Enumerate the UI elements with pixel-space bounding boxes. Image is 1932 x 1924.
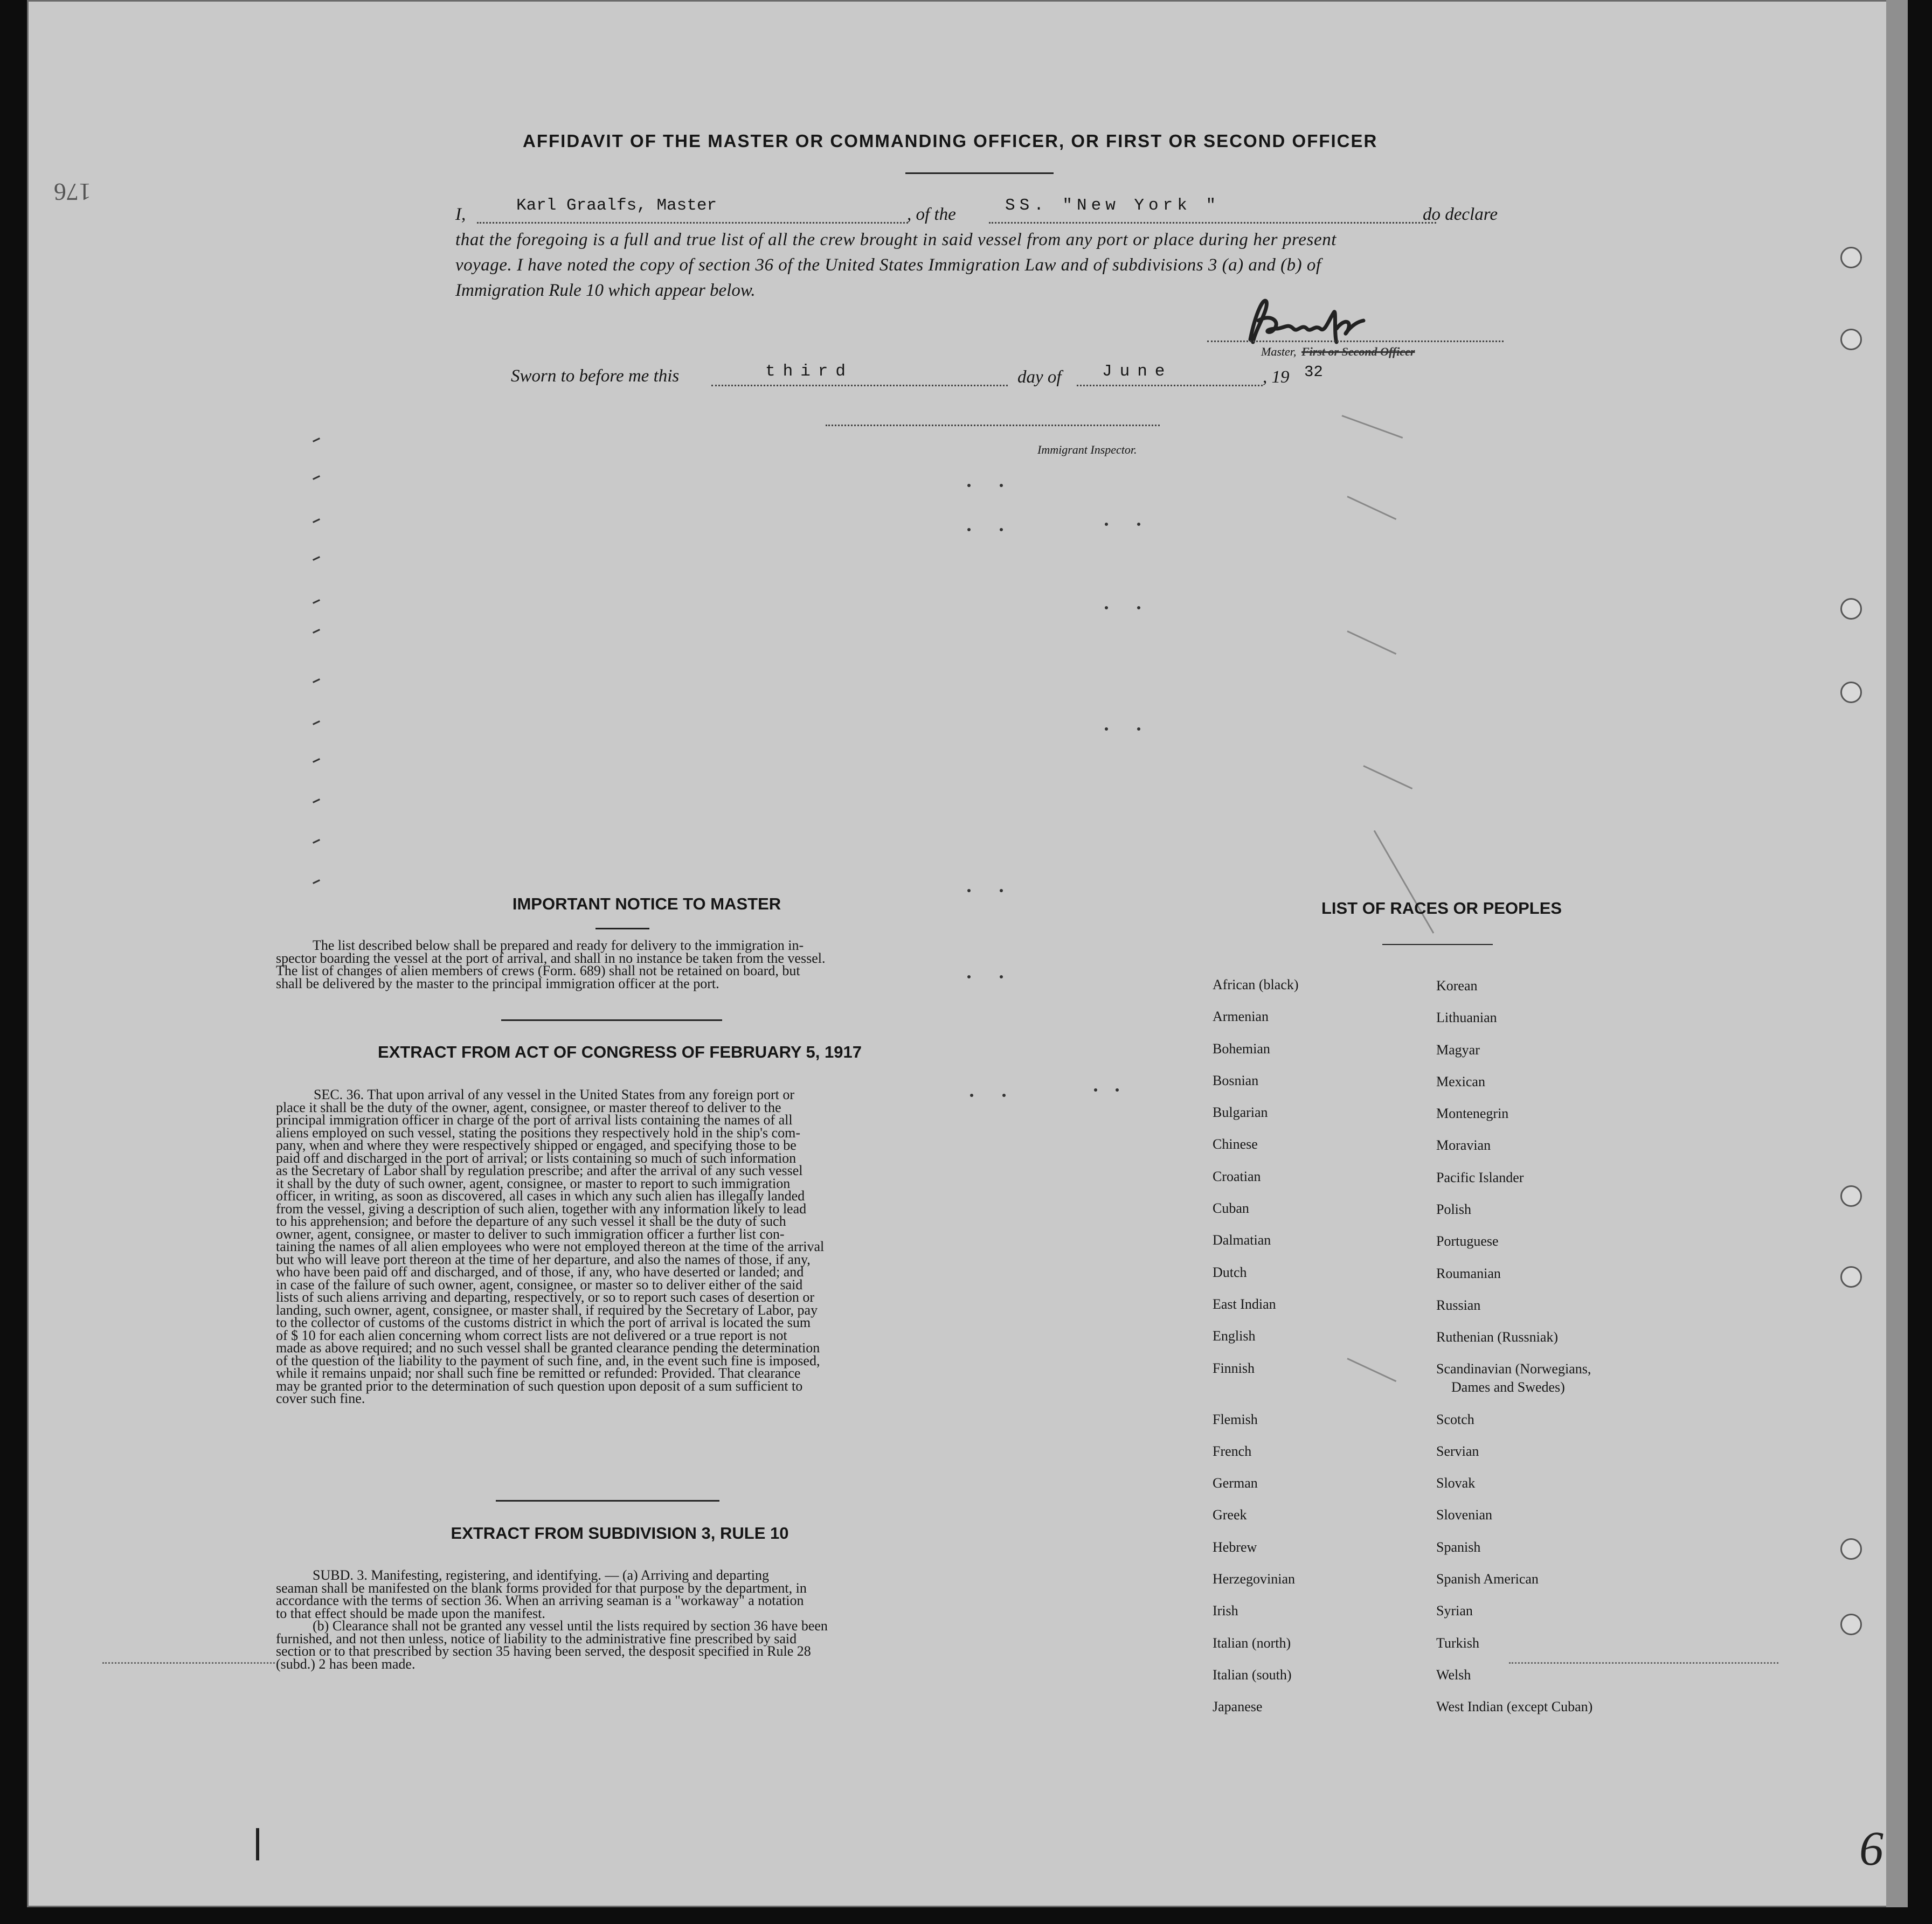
rule-line: section or to that prescribed by section 35 having been served, the desposit specified in Rule 28 [276,1643,811,1659]
act-line: who have been paid off and discharged, and of those, if any, who have deserted or landed; and [276,1264,804,1280]
race-item: Bulgarian [1213,1105,1268,1121]
bleed-dot [1137,523,1140,526]
race-item: Ruthenian (Russniak) [1436,1329,1559,1345]
race-item: German [1213,1475,1258,1491]
race-item: Roumanian [1436,1265,1501,1281]
act-line: cover such fine. [276,1391,365,1406]
notice-line: The list described below shall be prepared and ready for delivery to the immigration in- [313,937,804,953]
race-item: English [1213,1328,1256,1344]
declaration-line-2: voyage. I have noted the copy of section 36 of the United States Immigration Law and of subdivisions 3 (a) and (b) of [455,255,1321,275]
race-item: Italian (south) [1213,1666,1292,1683]
races-rule [1382,944,1493,945]
race-item: Finnish [1213,1360,1255,1376]
act-line: in case of the failure of such owner, agent, consignee, or master so to deliver either of the said [276,1276,803,1293]
page-edge [1886,0,1908,1907]
race-item: Magyar [1436,1041,1480,1058]
bleed-dot [967,975,971,978]
title-rule [905,172,1054,174]
act-line: as the Secretary of Labor shall by regulation prescribe; and after the arrival of any such vessel [276,1163,803,1178]
race-item: Turkish [1436,1635,1479,1651]
race-item: Flemish [1213,1411,1258,1427]
race-item: Spanish American [1436,1571,1539,1587]
affidavit-title: AFFIDAVIT OF THE MASTER OR COMMANDING OFFICER, OR FIRST OR SECOND OFFICER [523,131,1378,151]
race-item: Slovak [1436,1475,1476,1491]
punch-hole [1840,329,1862,350]
bleed-dot [1137,727,1140,731]
year-prefix: , 19 [1263,367,1290,387]
rule-line: SUBD. 3. Manifesting, registering, and identifying. — (a) Arriving and departing [313,1567,770,1583]
rule-line: (subd.) 2 has been made. [276,1656,416,1672]
bleed-dot [1000,528,1003,531]
act-line: lists of such aliens arriving and departing, respectively, or so to report such cases of desertion or [276,1289,815,1305]
bleed-dot [1105,523,1108,526]
notice-divider [501,1019,722,1021]
signature-title: Master, [1261,345,1297,358]
bleed-dot [1105,606,1108,609]
race-item: Dutch [1213,1264,1247,1280]
punch-hole [1840,682,1862,703]
race-item: Syrian [1436,1603,1473,1619]
race-item: Mexican [1436,1073,1485,1089]
act-line: while it remains unpaid; nor shall such fine be remitted or refunded: Provided. That clearance [276,1365,801,1381]
race-item: Italian (north) [1213,1635,1291,1651]
day-of-label: day of [1017,367,1062,387]
race-item: Dalmatian [1213,1232,1271,1248]
race-item: Pacific Islander [1436,1169,1524,1185]
race-item: Russian [1436,1297,1481,1313]
declarant-line [477,222,908,224]
race-item: Servian [1436,1443,1479,1459]
race-item: Montenegrin [1436,1106,1509,1122]
act-line: of the question of the liability to the payment of such fine, and, in the event such fine is imposed, [276,1352,820,1369]
race-item: Welsh [1436,1666,1471,1683]
sworn-day-line [711,385,1008,386]
race-item: Moravian [1436,1137,1491,1154]
race-item: Herzegovinian [1213,1571,1296,1587]
vessel-name: SS. "New York " [1005,196,1221,215]
act-line: landing, such owner, agent, consignee, or master shall, if required by the Secretary of Labor, pay [276,1302,818,1318]
race-item: French [1213,1443,1252,1459]
rule-heading: EXTRACT FROM SUBDIVISION 3, RULE 10 [451,1524,789,1543]
act-line: it shall by the duty of such owner, agent, consignee, or master to report to such immigration [276,1175,791,1191]
act-line: paid off and discharged in the port of arrival; or lists containing so much of such information [276,1150,797,1166]
inspector-label: Immigrant Inspector. [1037,443,1137,456]
act-line: but who will leave port thereon at the time of her departure, and also the names of those, if any, [276,1251,811,1267]
race-item: Bohemian [1213,1040,1270,1057]
notice-line: The list of changes of alien members of crews (Form. 689) shall not be retained on board, but [276,963,800,978]
act-line: pany, when and where they were respectively shipped or engaged, and specifying those to be [276,1137,797,1153]
bleed-streak [256,1828,259,1860]
act-line: principal immigration officer in charge of the port of arrival lists containing the names of all [276,1112,793,1128]
race-item: Lithuanian [1436,1010,1497,1026]
race-item: Scotch [1436,1411,1474,1427]
act-line: place it shall be the duty of the owner, agent, consignee, or master thereof to deliver to the [276,1099,781,1115]
notice-text [276,939,950,990]
notice-heading: IMPORTANT NOTICE TO MASTER [512,894,781,913]
races-left-column [1213,969,1299,1723]
race-item: Croatian [1213,1168,1261,1184]
bleed-dot [970,1094,973,1097]
act-line: owner, agent, consignee, or master to deliver to such immigration officer a further list con- [276,1226,785,1242]
act-line: officer, in writing, as soon as discovered, all cases in which any such alien has illegally landed [276,1188,805,1204]
act-text [276,1088,950,1405]
act-line: SEC. 36. That upon arrival of any vessel in the United States from any foreign port or [314,1087,794,1102]
act-line: made as above required; and no such vessel shall be granted clearance pending the determination [276,1340,820,1356]
race-item: Japanese [1213,1699,1263,1715]
races-heading: LIST OF RACES OR PEOPLES [1321,899,1562,918]
sworn-day: third [765,362,854,381]
page-number-mark: 176 [54,178,91,206]
act-line: may be granted prior to the determination of such question upon deposit of a sum sufficient to [276,1378,803,1394]
bleed-dot [967,484,971,487]
race-item: East Indian [1213,1296,1276,1312]
bleed-dot [1000,975,1003,978]
rule-text [276,1569,950,1670]
corner-number: 6 [1859,1822,1883,1876]
race-item: Spanish [1436,1539,1481,1555]
do-declare-label: do declare [1423,205,1498,224]
race-item: Dames and Swedes) [1451,1379,1565,1395]
notice-line: shall be delivered by the master to the principal immigration officer at the port. [276,975,719,991]
race-item: Irish [1213,1603,1238,1619]
bleed-dot [1105,727,1108,731]
race-item: Scandinavian (Norwegians, [1436,1360,1591,1377]
bleed-dot [1000,484,1003,487]
bleed-dot [967,889,971,892]
bleed-dot [1116,1088,1119,1092]
bleed-dot [1094,1088,1097,1092]
act-line: aliens employed on such vessel, stating the positions they respectively hold in the ship's com- [276,1124,801,1141]
declaration-line-3: Immigration Rule 10 which appear below. [455,281,756,300]
notice-rule [595,928,649,929]
race-item: Hebrew [1213,1539,1257,1555]
race-item: Chinese [1213,1136,1258,1152]
race-item: Cuban [1213,1200,1249,1217]
act-line: taining the names of all alien employees who were not employed thereon at the time of the arrival [276,1239,825,1254]
sworn-label: Sworn to before me this [511,366,680,386]
rule-line: furnished, and not then unless, notice of liability to the administrative fine prescribed by said [276,1630,797,1647]
punch-hole [1840,247,1862,268]
rule-line: to that effect should be made upon the manifest. [276,1605,545,1621]
act-line: of $ 10 for each alien concerning whom correct lists are not delivered or a true report is not [276,1327,787,1343]
race-item: Bosnian [1213,1072,1259,1088]
bleed-dotted-line [102,1662,275,1664]
bleed-dot [967,528,971,531]
signature-struck-title: First or Second Officer [1301,345,1415,358]
signature-line [1207,341,1504,342]
bleed-dot [1137,606,1140,609]
i-label: I, [455,205,466,224]
vessel-line [989,222,1436,224]
rule-line: (b) Clearance shall not be granted any vessel until the lists required by section 36 have been [313,1618,828,1634]
bleed-dot [1002,1094,1006,1097]
rule-line: seaman shall be manifested on the blank forms provided for that purpose by the department, in [276,1580,807,1596]
punch-hole [1840,1614,1862,1635]
punch-hole [1840,1266,1862,1288]
act-line: to his apprehension; and before the departure of any such vessel it shall be the duty of such [276,1213,786,1229]
inspector-line [826,425,1160,426]
sworn-month: June [1102,362,1173,381]
bleed-dot [1000,889,1003,892]
sworn-month-line [1077,385,1263,386]
notice-line: spector boarding the vessel at the port of arrival, and shall in no instance be taken from the vessel. [276,950,826,966]
punch-hole [1840,1538,1862,1560]
act-divider [496,1500,719,1502]
act-line: from the vessel, giving a description of such alien, together with any information likely to lead [276,1200,807,1217]
of-the-label: , of the [907,205,956,224]
act-line: to the collector of customs of the customs district in which the port of arrival is located the sum [276,1315,811,1330]
races-right-column [1436,970,1592,1723]
race-item: Polish [1436,1201,1472,1218]
act-heading: EXTRACT FROM ACT OF CONGRESS OF FEBRUARY 5, 1917 [378,1043,862,1061]
punch-hole [1840,1185,1862,1207]
race-item: African (black) [1213,977,1299,992]
race-item: Armenian [1213,1009,1269,1025]
race-item: Slovenian [1436,1507,1492,1523]
bleed-dotted-line [1509,1662,1778,1664]
race-item: West Indian (except Cuban) [1436,1699,1593,1715]
race-item: Portuguese [1436,1233,1499,1249]
declaration-line-1: that the foregoing is a full and true list of all the crew brought in said vessel from any port or place during her present [455,230,1337,249]
race-item: Korean [1436,978,1478,994]
race-item: Greek [1213,1507,1247,1523]
rule-line: accordance with the terms of section 36. When an arriving seaman is a "workaway" a notation [276,1593,804,1608]
punch-hole [1840,598,1862,620]
year-suffix: 32 [1304,363,1323,381]
declarant-name: Karl Graalfs, Master [516,196,717,215]
